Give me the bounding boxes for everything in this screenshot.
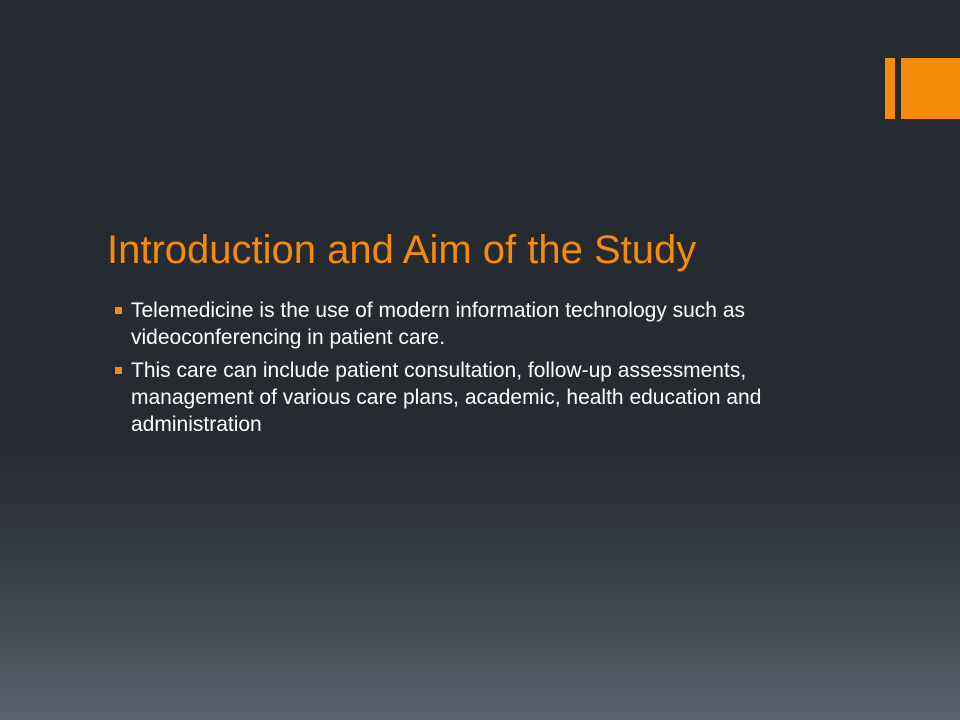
bullet-item: [112, 297, 872, 351]
bullet-text: Telemedicine is the use of modern information technology such as videoconferencing in patient care.: [131, 299, 746, 349]
accent-bar-block: [901, 58, 960, 119]
bullet-list: [112, 297, 872, 444]
accent-bar-thin: [885, 58, 895, 119]
bullet-text: This care can include patient consultation, follow-up assessments, management of various care plans, academic, health education and administration: [131, 359, 762, 436]
square-bullet-icon: [115, 307, 122, 314]
bullet-item: [112, 357, 872, 438]
square-bullet-icon: [115, 367, 122, 374]
slide-title: Introduction and Aim of the Study: [107, 228, 697, 272]
